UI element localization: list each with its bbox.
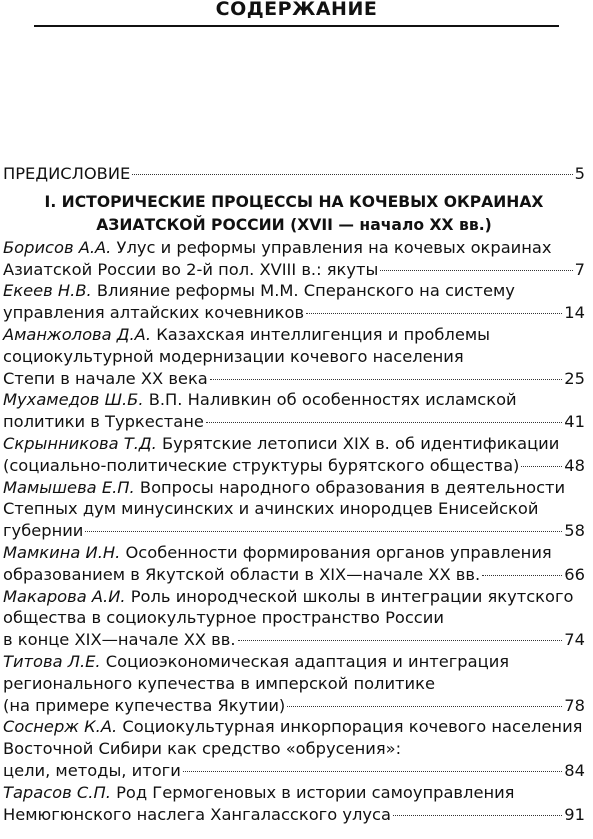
toc-entry-author: Мамышева Е.П. xyxy=(3,477,135,497)
toc-entries xyxy=(3,237,585,826)
toc-entry-text xyxy=(3,259,378,281)
toc-page-number: 84 xyxy=(564,760,585,780)
title-rule xyxy=(34,25,559,27)
page-title: СОДЕРЖАНИЕ xyxy=(215,0,378,20)
toc-entry-title: Вопросы народного образования в деятельности xyxy=(139,477,566,497)
toc-entry-title: Роль инородческой школы в интеграции якутского xyxy=(130,586,574,606)
toc-entry-line xyxy=(3,324,585,346)
toc-entry-title: Степных дум минусинских и ачинских инородцев Енисейской xyxy=(3,499,539,519)
toc-entry-line xyxy=(3,738,585,760)
toc-entry-title: регионального купечества в имперской политике xyxy=(3,673,435,693)
toc-entry-line xyxy=(3,302,585,324)
toc-entry-author: Тарасов С.П. xyxy=(3,782,111,802)
dot-leader xyxy=(482,574,562,576)
toc-entry[interactable] xyxy=(3,324,585,389)
toc-entry-line xyxy=(3,368,585,390)
toc-page-number: 66 xyxy=(564,564,585,584)
toc-entry-line xyxy=(3,782,585,804)
toc-page-number: 5 xyxy=(574,164,585,183)
toc-entry-author: Мамкина И.Н. xyxy=(3,542,121,562)
toc-entry[interactable] xyxy=(3,782,585,826)
toc-entry-text xyxy=(3,302,304,324)
toc-entry[interactable] xyxy=(3,651,585,716)
toc-entry-text xyxy=(3,368,208,390)
section-heading-line: I. ИСТОРИЧЕСКИЕ ПРОЦЕССЫ НА КОЧЕВЫХ ОКРАИНАХ xyxy=(44,192,544,211)
toc-entry-title: губернии xyxy=(3,521,84,541)
toc-entry-line xyxy=(3,520,585,542)
toc-entry-line xyxy=(3,455,585,477)
dot-leader xyxy=(210,378,563,380)
toc-entry-line xyxy=(3,716,585,738)
toc-entry-line xyxy=(3,389,585,411)
toc-entry-title: Казахская интеллигенция и проблемы xyxy=(156,324,490,344)
toc-entry-text xyxy=(3,324,490,346)
toc-entry-text xyxy=(3,782,514,804)
toc-entry-text xyxy=(3,564,480,586)
toc-entry-title: Бурятские летописи XIX в. об идентификации xyxy=(162,433,560,453)
toc-entry-title: (на примере купечества Якутии) xyxy=(3,695,286,715)
toc-entry-text xyxy=(3,695,285,717)
toc-entry-text xyxy=(3,760,181,782)
toc-page-number: 74 xyxy=(564,630,585,650)
toc-entry-author: Соснерж К.А. xyxy=(3,717,118,737)
toc-entry[interactable] xyxy=(3,389,585,433)
toc-entry[interactable] xyxy=(3,280,585,324)
toc-entry-text xyxy=(3,455,519,477)
toc-page-number: 7 xyxy=(574,259,585,279)
toc-entry-title: Социокультурная инкорпорация кочевого населения xyxy=(122,717,583,737)
toc-entry-title: социокультурной модернизации кочевого населения xyxy=(3,346,464,366)
dot-leader xyxy=(521,465,562,467)
toc-entry-title: Влияние реформы М.М. Сперанского на систему xyxy=(96,281,515,301)
toc-entry-title: Особенности формирования органов управления xyxy=(125,542,552,562)
toc-entry-text xyxy=(3,716,582,738)
toc-entry[interactable] xyxy=(3,586,585,651)
toc-entry-title: Немюгюнского наслега Хангаласского улуса xyxy=(3,804,391,824)
toc-entry[interactable] xyxy=(3,237,585,281)
toc-entry-line xyxy=(3,477,585,499)
toc-entry-text xyxy=(3,477,565,499)
toc-entry-text xyxy=(3,651,509,673)
toc-entry-text xyxy=(3,498,538,520)
toc-entry-author: Мухамедов Ш.Б. xyxy=(3,390,144,410)
dot-leader xyxy=(206,421,562,423)
toc-entry-author: Макарова А.И. xyxy=(3,586,126,606)
table-of-contents xyxy=(3,163,585,825)
toc-entry-title: В.П. Наливкин об особенностях исламской xyxy=(148,390,517,410)
toc-entry-line xyxy=(3,498,585,520)
toc-entry-title: общества в социокультурное пространство России xyxy=(3,608,444,628)
dot-leader xyxy=(287,705,562,707)
toc-entry-author: Екеев Н.В. xyxy=(3,281,92,301)
toc-entry-text xyxy=(3,520,83,542)
dot-leader xyxy=(132,173,572,175)
toc-entry-author: Скрынникова Т.Д. xyxy=(3,433,157,453)
toc-entry-line xyxy=(3,259,585,281)
toc-entry-title: цели, методы, итоги xyxy=(3,760,181,780)
toc-entry-text xyxy=(3,237,552,259)
toc-entry-line xyxy=(3,695,585,717)
toc-page-number: 78 xyxy=(564,695,585,715)
toc-entry-author: Борисов А.А. xyxy=(3,237,112,257)
toc-entry-text xyxy=(3,411,204,433)
toc-entry-title: Улус и реформы управления на кочевых окраинах xyxy=(116,237,552,257)
dot-leader xyxy=(183,770,562,772)
toc-entry-title: в конце XIX—начале XX вв. xyxy=(3,630,236,650)
toc-entry-line xyxy=(3,280,585,302)
toc-entry-line xyxy=(3,586,585,608)
toc-entry[interactable] xyxy=(3,542,585,586)
toc-entry-title: Азиатской России во 2-й пол. XVIII в.: якуты xyxy=(3,259,379,279)
toc-entry-title: ПРЕДИСЛОВИЕ xyxy=(3,164,131,183)
toc-entry-line xyxy=(3,673,585,695)
toc-entry[interactable] xyxy=(3,716,585,781)
toc-entry-title: Социоэкономическая адаптация и интеграция xyxy=(105,651,510,671)
toc-entry-line xyxy=(3,629,585,651)
dot-leader xyxy=(238,639,563,641)
section-heading xyxy=(3,191,585,237)
toc-entry-title: Род Гермогеновых в истории самоуправления xyxy=(116,782,515,802)
dot-leader xyxy=(380,269,572,271)
toc-entry-title: Восточной Сибири как средство «обрусения»: xyxy=(3,739,402,759)
toc-page-number: 25 xyxy=(564,368,585,388)
toc-entry-line xyxy=(3,542,585,564)
toc-entry-title: (социально-политические структуры бурятского общества) xyxy=(3,455,520,475)
dot-leader xyxy=(85,530,562,532)
toc-entry-text xyxy=(3,586,574,608)
toc-entry[interactable] xyxy=(3,433,585,477)
toc-entry-text xyxy=(3,607,444,629)
toc-page-number: 91 xyxy=(564,804,585,824)
toc-entry-text xyxy=(3,433,559,455)
section-heading-line: АЗИАТСКОЙ РОССИИ (XVII — начало XX вв.) xyxy=(96,215,492,234)
toc-page-number: 14 xyxy=(564,303,585,323)
toc-entry-title: политики в Туркестане xyxy=(3,412,204,432)
toc-entry-line xyxy=(3,607,585,629)
toc-entry-title: образованием в Якутской области в XIX—начале XX вв. xyxy=(3,564,481,584)
toc-entry-text xyxy=(3,389,517,411)
toc-entry-text xyxy=(3,346,464,368)
toc-entry-title: управления алтайских кочевников xyxy=(3,303,305,323)
toc-entry-line xyxy=(3,564,585,586)
toc-entry-line xyxy=(3,760,585,782)
toc-entry-text xyxy=(3,280,515,302)
toc-entry-line xyxy=(3,411,585,433)
toc-page-number: 48 xyxy=(564,455,585,475)
toc-entry-author: Титова Л.Е. xyxy=(3,651,101,671)
toc-entry-line xyxy=(3,651,585,673)
toc-entry-text xyxy=(3,542,552,564)
toc-entry-text xyxy=(3,629,236,651)
toc-page-number: 41 xyxy=(564,412,585,432)
toc-entry-title: Степи в начале XX века xyxy=(3,368,208,388)
dot-leader xyxy=(306,312,562,314)
toc-entry-text xyxy=(3,738,401,760)
toc-entry[interactable] xyxy=(3,477,585,542)
toc-page-number: 58 xyxy=(564,521,585,541)
toc-entry-line xyxy=(3,237,585,259)
toc-entry-author: Аманжолова Д.А. xyxy=(3,324,151,344)
toc-entry-line xyxy=(3,346,585,368)
toc-entry-text xyxy=(3,804,391,826)
dot-leader xyxy=(393,814,562,816)
toc-entry-text xyxy=(3,673,435,695)
toc-entry-line xyxy=(3,804,585,826)
toc-entry-line xyxy=(3,433,585,455)
toc-entry-preface[interactable] xyxy=(3,163,585,185)
